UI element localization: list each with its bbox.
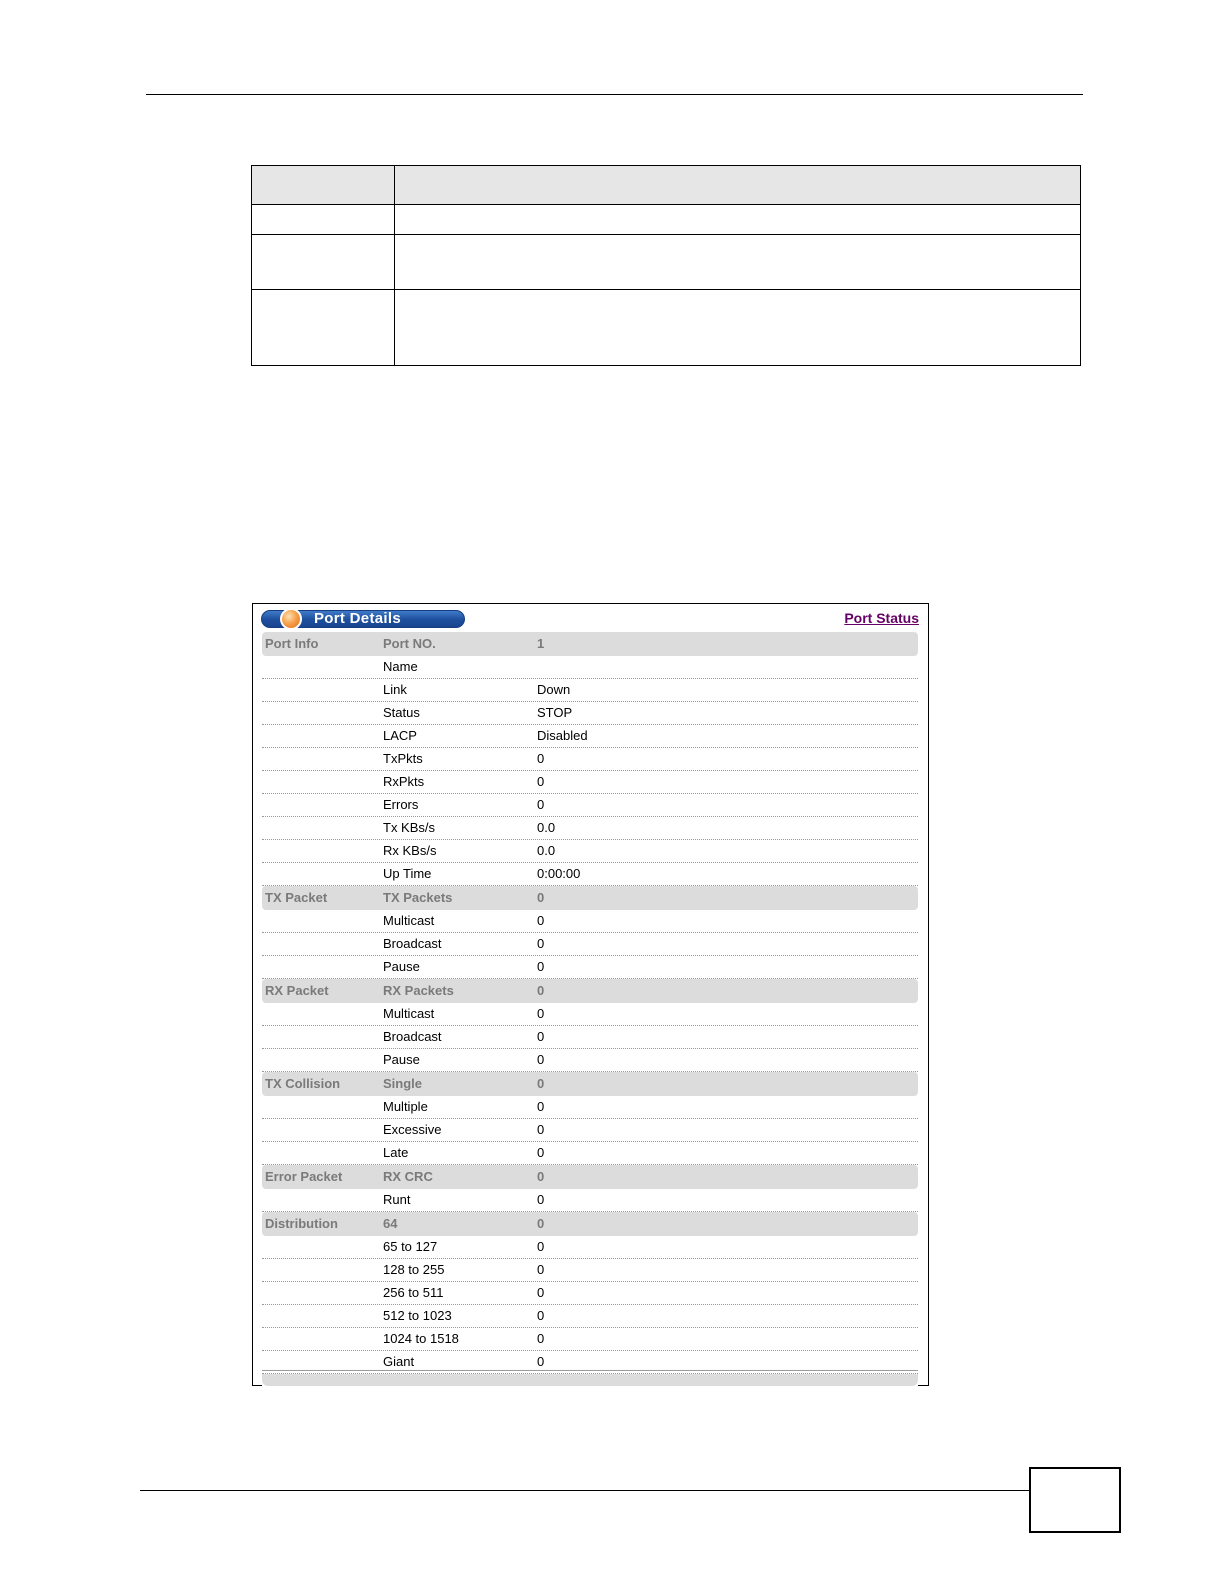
table-row [262,679,918,702]
group-label: RX Packet [265,983,329,998]
field-value: 0 [537,797,545,812]
field-label: 64 [383,1216,398,1231]
bottom-divider [262,1370,918,1371]
table-row [262,1236,918,1259]
field-label: Tx KBs/s [383,820,436,835]
field-label: 256 to 511 [383,1285,444,1300]
reference-cell [252,205,395,235]
table-footer [262,1374,918,1386]
field-value: 0 [537,1285,545,1300]
table-row [262,1003,918,1026]
field-value: 0 [537,1052,545,1067]
reference-cell [395,235,1081,290]
field-value: 0 [537,1029,545,1044]
field-label: Broadcast [383,936,442,951]
field-value: 0.0 [537,843,556,858]
table-row [262,656,918,679]
reference-cell [395,290,1081,366]
reference-cell [252,290,395,366]
reference-cell [395,205,1081,235]
port-details-screenshot [252,603,929,1386]
table-row [262,1282,918,1305]
port-details-table [262,632,918,1386]
table-row [262,771,918,794]
field-value: 0:00:00 [537,866,581,881]
group-label: Port Info [265,636,319,651]
section-row [262,1072,918,1096]
field-label: Pause [383,959,420,974]
field-label: Runt [383,1192,411,1207]
table-row [262,748,918,771]
table-row [262,910,918,933]
table-row [262,863,918,886]
field-value: 0 [537,1006,545,1021]
group-label: Distribution [265,1216,338,1231]
reference-table-header [252,166,1081,205]
section-row [262,979,918,1003]
section-row [262,632,918,656]
reference-cell [252,235,395,290]
field-value: 0 [537,983,545,998]
table-row [262,817,918,840]
field-value: 0 [537,1076,545,1091]
field-value: 0 [537,1331,545,1346]
reference-table-row [252,290,1081,366]
field-value: 0 [537,1239,545,1254]
field-label: Multicast [383,1006,435,1021]
field-value: 1 [537,636,545,651]
table-row [262,1096,918,1119]
field-label: Giant [383,1354,415,1369]
field-label: Broadcast [383,1029,442,1044]
field-label: Pause [383,1052,420,1067]
group-label: Error Packet [265,1169,343,1184]
field-label: Port NO. [383,636,436,651]
field-value: 0 [537,1122,545,1137]
table-row [262,1305,918,1328]
field-label: 65 to 127 [383,1239,438,1254]
field-label: Rx KBs/s [383,843,437,858]
table-row [262,956,918,979]
section-row [262,1212,918,1236]
field-label: Name [383,659,418,674]
field-value: 0 [537,1145,545,1160]
field-value: 0 [537,1262,545,1277]
field-label: 512 to 1023 [383,1308,452,1323]
field-label: RxPkts [383,774,425,789]
table-row [262,840,918,863]
title-banner [261,610,465,628]
table-row [262,1049,918,1072]
field-label: Multiple [383,1099,428,1114]
field-value: 0 [537,936,545,951]
field-label: Status [383,705,420,720]
field-label: Late [383,1145,409,1160]
section-row [262,1165,918,1189]
orb-icon [280,608,302,630]
table-row [262,1026,918,1049]
field-value: 0 [537,913,545,928]
reference-cell [395,166,1081,205]
field-label: TxPkts [383,751,423,766]
field-label: Excessive [383,1122,442,1137]
group-label: TX Packet [265,890,328,905]
field-label: 1024 to 1518 [383,1331,459,1346]
page-title: Port Details [314,610,401,627]
table-row [262,1142,918,1165]
field-label: Link [383,682,407,697]
group-label: TX Collision [265,1076,341,1091]
reference-table-row [252,205,1081,235]
table-row [262,1189,918,1212]
field-label: TX Packets [383,890,453,905]
field-value: 0 [537,751,545,766]
reference-cell [252,166,395,205]
table-row [262,1119,918,1142]
field-value: STOP [537,705,573,720]
table-row [262,794,918,817]
field-value: 0 [537,1308,545,1323]
port-status-link[interactable]: Port Status [844,610,919,626]
field-label: 128 to 255 [383,1262,445,1277]
page-number-box [1029,1467,1121,1533]
field-value: 0 [537,1099,545,1114]
table-row [262,1328,918,1351]
field-value: Down [537,682,571,697]
header-rule [146,94,1083,95]
field-value: 0 [537,1169,545,1184]
field-label: Multicast [383,913,435,928]
field-value: 0 [537,959,545,974]
field-value: Disabled [537,728,588,743]
field-value: 0 [537,1216,545,1231]
table-row [262,933,918,956]
field-label: Single [383,1076,423,1091]
field-label: LACP [383,728,417,743]
field-label: RX Packets [383,983,454,998]
field-value: 0 [537,1192,545,1207]
field-value: 0 [537,774,545,789]
section-row [262,886,918,910]
field-label: RX CRC [383,1169,433,1184]
table-row [262,725,918,748]
field-value: 0.0 [537,820,556,835]
table-row [262,702,918,725]
reference-table-row [252,235,1081,290]
field-label: Up Time [383,866,432,881]
footer-rule [140,1490,1029,1491]
field-value: 0 [537,890,545,905]
field-value: 0 [537,1354,545,1369]
table-row [262,1259,918,1282]
field-label: Errors [383,797,419,812]
reference-table [251,165,1081,366]
